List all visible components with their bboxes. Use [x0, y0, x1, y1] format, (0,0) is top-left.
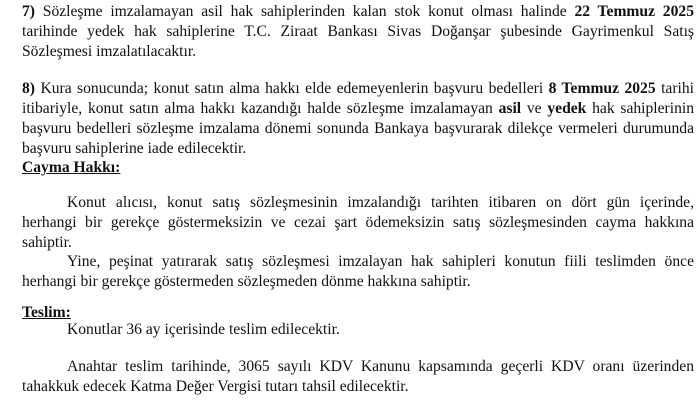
teslim-p2-line-2: tahakkuk edecek Katma Değer Vergisi tutarı tahsil edilecektir. [22, 378, 409, 395]
section-7-line-1 [22, 2, 694, 22]
section-8-line-3: başvuru bedelleri sözleşme imzalama dönemi sonunda Bankaya başvurarak dilekçe vermeleri durumunda [22, 120, 694, 137]
section-7-text: Sözleşme imzalamayan asil hak sahiplerinden kalan stok konut olması halinde [35, 3, 575, 20]
teslim-p2-line-1: Anahtar teslim tarihinde, 3065 sayılı KDV Kanunu kapsamında geçerli KDV oranı üzerinden [67, 358, 694, 375]
teslim-p1: Konutlar 36 ay içerisinde teslim edilecektir. [67, 321, 340, 338]
section-7-number: 7) [22, 3, 35, 20]
section-8-line-2 [22, 99, 694, 119]
section-8-line-2-tail: hak sahiplerinin [586, 100, 694, 117]
section-8-number: 8) [22, 80, 35, 97]
cayma-heading: Cayma Hakkı: [22, 159, 121, 176]
section-7-line-2: tarihinde yedek hak sahiplerine T.C. Ziraat Bankası Sivas Doğanşar şubesinde Gayrimenkul Satış [22, 23, 694, 40]
section-8-asil: asil [498, 100, 522, 117]
cayma-p2-line-1: Yine, peşinat yatırarak satış sözleşmesi imzalayan hak sahipleri konutun fiili teslimden önce [67, 253, 694, 270]
teslim-heading: Teslim: [22, 304, 71, 321]
section-7-date: 22 Temmuz 2025 [574, 3, 694, 20]
section-8-yedek: yedek [547, 100, 587, 117]
section-8-tail: tarihi [655, 80, 695, 97]
section-8-line-2-text: itibariyle, konut satın alma hakkı kazandığı halde sözleşme imzalamayan [22, 100, 499, 117]
cayma-p1-line-3: sahiptir. [22, 234, 72, 251]
cayma-p1-line-2: herhangi bir gerekçe göstermeksizin ve cezai şart ödemeksizin satış sözleşmesinden cayma hakkına [22, 214, 694, 231]
section-7-line-3: Sözleşmesi imzalatılacaktır. [22, 43, 197, 60]
cayma-p1-line-1: Konut alıcısı, konut satış sözleşmesinin imzalandığı tarihten itibaren on dört gün içerinde, [67, 194, 694, 211]
section-8-line-4: başvuru sahiplerine iade edilecektir. [22, 140, 247, 157]
section-8-ve: ve [521, 100, 548, 117]
section-8-text: Kura sonucunda; konut satın alma hakkı elde edemeyenlerin başvuru bedelleri [35, 80, 549, 97]
cayma-p2-line-2: herhangi bir gerekçe göstermeden sözleşmeden dönme hakkına sahiptir. [22, 273, 471, 290]
section-8-date: 8 Temmuz 2025 [548, 80, 656, 97]
section-8-line-1 [22, 79, 694, 99]
